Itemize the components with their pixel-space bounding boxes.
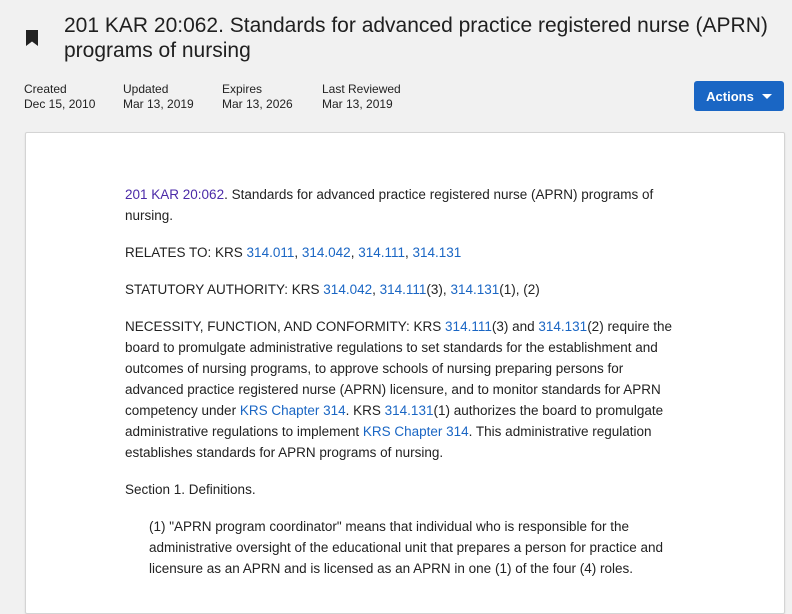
statutory-authority (125, 279, 685, 300)
krs-link-314-131[interactable]: 314.131 (450, 282, 500, 297)
page-title: 201 KAR 20:062. Standards for advanced practice registered nurse (APRN) programs of nursing (64, 14, 768, 62)
regulation-link[interactable]: 201 KAR 20:062 (125, 187, 225, 202)
necessity-paragraph (125, 316, 685, 463)
meta-updated-label: Updated (123, 82, 169, 96)
krs-link-314-042[interactable]: 314.042 (301, 245, 351, 260)
relates-to-label: RELATES TO: KRS (125, 245, 247, 260)
krs-link-314-131[interactable]: 314.131 (538, 319, 588, 334)
meta-created-label: Created (24, 82, 67, 96)
meta-last-reviewed-label: Last Reviewed (322, 82, 401, 96)
meta-expires (222, 82, 293, 112)
krs-link-314-011[interactable]: 314.011 (246, 245, 295, 260)
definition-1: (1) "APRN program coordinator" means that individual who is responsible for the administrative oversight of the educational unit that prepares a person for practice and licensure as an APRN and is licensed as an APRN in one (1) of the four (4) roles. (149, 519, 664, 576)
necessity-text: . This administrative regulation establishes standards for APRN programs of nursing. (125, 424, 652, 460)
document-heading-text: . Standards for advanced practice registered nurse (APRN) programs of nursing. (125, 187, 654, 223)
krs-link-314-111[interactable]: 314.111 (445, 319, 492, 334)
necessity-text: (3) and (491, 319, 539, 334)
actions-button[interactable] (694, 81, 784, 111)
caret-down-icon (762, 94, 772, 99)
krs-link-314-131[interactable]: 314.131 (412, 245, 462, 260)
link-separator: , (350, 245, 359, 260)
krs-link-314-131[interactable]: 314.131 (384, 403, 434, 418)
necessity-text: (2) require the board to promulgate administrative regulations to set standards for the establishment and outcomes of nursing programs, to approve schools of nursing preparing persons for advanced practice registered nurse (APRN) licensure, and to monitor standards for APRN competency under (125, 319, 672, 418)
krs-link-314-111[interactable]: 314.111 (358, 245, 405, 260)
meta-last-reviewed (322, 82, 401, 112)
necessity-text: (1) authorizes the board to promulgate administrative regulations to implement (125, 403, 664, 439)
document-heading (125, 184, 685, 226)
authority-subsection: (3), (426, 282, 451, 297)
link-separator: , (372, 282, 380, 297)
meta-updated-value: Mar 13, 2019 (123, 97, 194, 111)
document-body (125, 184, 685, 595)
section-1-heading: Section 1. Definitions. (125, 482, 256, 497)
meta-updated (123, 82, 194, 112)
krs-link-314-111[interactable]: 314.111 (379, 282, 427, 297)
authority-subsection: (1), (2) (499, 282, 540, 297)
meta-expires-value: Mar 13, 2026 (222, 97, 293, 111)
statutory-authority-label: STATUTORY AUTHORITY: KRS (125, 282, 324, 297)
link-separator: , (294, 245, 302, 260)
krs-chapter-314-link[interactable]: KRS Chapter 314 (362, 424, 469, 439)
link-separator: , (405, 245, 413, 260)
relates-to (125, 242, 685, 263)
actions-button-label: Actions (706, 88, 754, 104)
necessity-text: NECESSITY, FUNCTION, AND CONFORMITY: KRS (125, 319, 446, 334)
document-panel (25, 132, 785, 614)
krs-link-314-042[interactable]: 314.042 (323, 282, 373, 297)
meta-last-reviewed-value: Mar 13, 2019 (322, 97, 393, 111)
meta-created (24, 82, 95, 112)
meta-created-value: Dec 15, 2010 (24, 97, 96, 111)
necessity-text: . KRS (345, 403, 385, 418)
bookmark-icon[interactable] (25, 29, 39, 47)
krs-chapter-314-link[interactable]: KRS Chapter 314 (239, 403, 346, 418)
meta-expires-label: Expires (222, 82, 263, 96)
